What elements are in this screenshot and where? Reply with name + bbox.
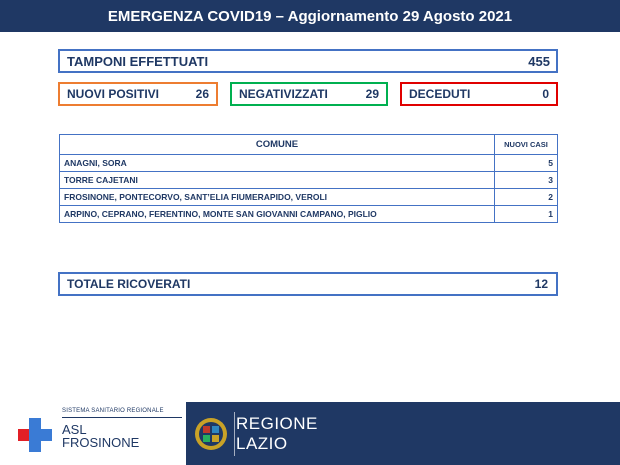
col-casi-header: NUOVI CASI bbox=[495, 135, 558, 155]
lazio-divider bbox=[234, 412, 235, 456]
positivi-box bbox=[58, 82, 218, 106]
casi-cell: 2 bbox=[495, 189, 558, 206]
asl-divider bbox=[62, 417, 182, 418]
page-header bbox=[0, 0, 620, 32]
deceduti-box bbox=[400, 82, 558, 106]
ricoverati-label: TOTALE RICOVERATI bbox=[67, 277, 191, 291]
casi-cell: 3 bbox=[495, 172, 558, 189]
lazio-emblem-icon bbox=[194, 414, 228, 454]
ricoverati-value: 12 bbox=[534, 277, 548, 291]
table-row bbox=[60, 206, 558, 223]
asl-logo bbox=[18, 404, 188, 454]
table-row bbox=[60, 189, 558, 206]
comune-cell: ANAGNI, SORA bbox=[60, 155, 495, 172]
regione-lazio-banner bbox=[186, 402, 620, 465]
tamponi-box bbox=[58, 49, 558, 73]
negativizzati-label: NEGATIVIZZATI bbox=[239, 87, 328, 101]
asl-name-line1: ASL bbox=[62, 422, 87, 437]
casi-cell: 5 bbox=[495, 155, 558, 172]
regione-text-line2: LAZIO bbox=[236, 434, 288, 453]
negativizzati-value: 29 bbox=[365, 87, 379, 101]
comuni-table bbox=[59, 134, 558, 223]
positivi-label: NUOVI POSITIVI bbox=[67, 87, 160, 101]
table-header-row bbox=[60, 135, 558, 155]
negativizzati-box bbox=[230, 82, 388, 106]
ricoverati-box bbox=[58, 272, 558, 296]
col-comune-header: COMUNE bbox=[60, 135, 495, 155]
table-row bbox=[60, 155, 558, 172]
page-title: EMERGENZA COVID19 – Aggiornamento 29 Agosto 2021 bbox=[107, 7, 513, 25]
table-row bbox=[60, 172, 558, 189]
deceduti-value: 0 bbox=[542, 87, 549, 101]
tamponi-value: 455 bbox=[528, 53, 550, 69]
comune-cell: FROSINONE, PONTECORVO, SANT’ELIA FIUMERAPIDO, VEROLI bbox=[60, 189, 495, 206]
asl-name-line2: FROSINONE bbox=[62, 435, 140, 450]
positivi-value: 26 bbox=[195, 87, 209, 101]
comune-cell: ARPINO, CEPRANO, FERENTINO, MONTE SAN GIOVANNI CAMPANO, PIGLIO bbox=[60, 206, 495, 223]
asl-cross-icon bbox=[18, 418, 52, 452]
casi-cell: 1 bbox=[495, 206, 558, 223]
deceduti-label: DECEDUTI bbox=[409, 87, 471, 101]
regione-text-line1: REGIONE bbox=[236, 414, 318, 433]
tamponi-label: TAMPONI EFFETTUATI bbox=[67, 53, 209, 69]
comune-cell: TORRE CAJETANI bbox=[60, 172, 495, 189]
asl-subtitle: SISTEMA SANITARIO REGIONALE bbox=[62, 408, 164, 414]
